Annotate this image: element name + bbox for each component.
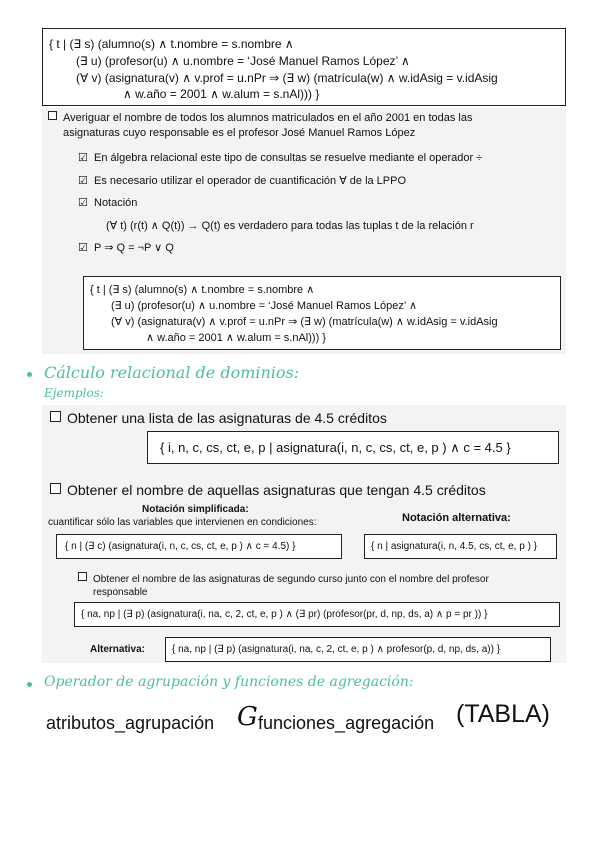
note-item: ☑ Notación xyxy=(78,197,138,209)
alt-formula-box xyxy=(165,637,551,662)
ex1-formula-box xyxy=(147,431,559,464)
example-title: Obtener una lista de las asignaturas de 4.5 créditos xyxy=(50,410,387,426)
exercise-question xyxy=(48,111,473,141)
formula-line: { t | (∃ s) (alumno(s) ∧ t.nombre = s.nombre ∧ xyxy=(90,284,315,296)
formula: { i, n, c, cs, ct, e, p | asignatura(i, n, c, cs, ct, e, p ) ∧ c = 4.5 } xyxy=(160,440,511,455)
simplified-desc: cuantificar sólo las variables que intervienen en condiciones: xyxy=(48,517,317,528)
checkmark-box-icon: ☑ xyxy=(78,175,88,187)
checkbox-icon xyxy=(50,483,61,494)
checkbox-icon xyxy=(78,572,87,581)
formula-line: (∀ v) (asignatura(v) ∧ v.prof = u.nPr ⇒ (∃ w) (matrícula(w) ∧ w.idAsig = v.idAsig xyxy=(76,71,498,85)
checkbox-icon xyxy=(50,411,61,422)
example-title: Obtener el nombre de las asignaturas de segundo curso junto con el nombre del profesor responsable xyxy=(78,572,489,599)
example-title: Obtener el nombre de aquellas asignaturas que tengan 4.5 créditos xyxy=(50,482,486,498)
note-item: ☑ En álgebra relacional este tipo de consultas se resuelve mediante el operador ÷ xyxy=(78,152,483,164)
section-heading: Cálculo relacional de dominios: xyxy=(44,363,300,382)
question-line: asignaturas cuyo responsable es el profesor José Manuel Ramos López xyxy=(63,127,416,139)
notation-formula: (∀ t) (r(t) ∧ Q(t)) → Q(t) es verdadero para todas las tuplas t de la relación r xyxy=(106,220,474,232)
formula: { n | asignatura(i, n, 4.5, cs, ct, e, p ) } xyxy=(371,541,538,552)
top-formula-box xyxy=(42,28,566,106)
formula: { n | (∃ c) (asignatura(i, n, c, cs, ct, e, p ) ∧ c = 4.5) } xyxy=(65,541,296,552)
question-line: Averiguar el nombre de todos los alumnos matriculados en el año 2001 en todas las xyxy=(63,112,473,124)
ex3-formula-box xyxy=(74,602,560,627)
alternative-formula-box xyxy=(364,534,557,559)
checkmark-box-icon: ☑ xyxy=(78,197,88,209)
simplified-formula-box xyxy=(56,534,342,559)
bullet-dot xyxy=(27,682,32,687)
aggregation-right: funciones_agregación xyxy=(258,713,435,733)
alternative-label: Alternativa: xyxy=(90,644,146,655)
simplified-label: Notación simplificada: xyxy=(142,504,249,515)
formula: { na, np | (∃ p) (asignatura(i, na, c, 2, ct, e, p ) ∧ (∃ pr) (profesor(pr, d, np, ds, a) ∧ p = pr )) } xyxy=(81,609,488,620)
section-subheading: Ejemplos: xyxy=(44,386,104,400)
formula-line: (∃ u) (profesor(u) ∧ u.nombre = ‘José Manuel Ramos López’ ∧ xyxy=(111,300,418,312)
formula-line: ∧ w.año = 2001 ∧ w.alum = s.nAl))) } xyxy=(123,87,320,101)
alternative-label: Notación alternativa: xyxy=(402,512,511,524)
note-item: ☑ Es necesario utilizar el operador de cuantificación ∀ de la LPPO xyxy=(78,175,407,187)
note-item: ☑ P ⇒ Q = ¬P ∨ Q xyxy=(78,242,174,254)
aggregation-symbol: G xyxy=(237,702,258,732)
checkmark-box-icon: ☑ xyxy=(78,242,88,254)
formula-line: { t | (∃ s) (alumno(s) ∧ t.nombre = s.nombre ∧ xyxy=(49,37,294,51)
aggregation-left: atributos_agrupación xyxy=(46,713,215,733)
checkmark-box-icon: ☑ xyxy=(78,152,88,164)
formula-line: (∀ v) (asignatura(v) ∧ v.prof = u.nPr ⇒ (∃ w) (matrícula(w) ∧ w.idAsig = v.idAsig xyxy=(111,316,498,328)
checkbox-icon xyxy=(48,111,57,120)
aggregation-table: (TABLA) xyxy=(456,700,550,728)
bullet-dot xyxy=(27,372,32,377)
formula: { na, np | (∃ p) (asignatura(i, na, c, 2, ct, e, p ) ∧ profesor(p, d, np, ds, a)) } xyxy=(172,644,501,655)
section-heading: Operador de agrupación y funciones de agregación: xyxy=(44,674,414,690)
formula-line: ∧ w.año = 2001 ∧ w.alum = s.nAl))) } xyxy=(146,332,326,344)
exercise-formula-box xyxy=(83,276,561,350)
formula-line: (∃ u) (profesor(u) ∧ u.nombre = ‘José Manuel Ramos López’ ∧ xyxy=(76,54,410,68)
